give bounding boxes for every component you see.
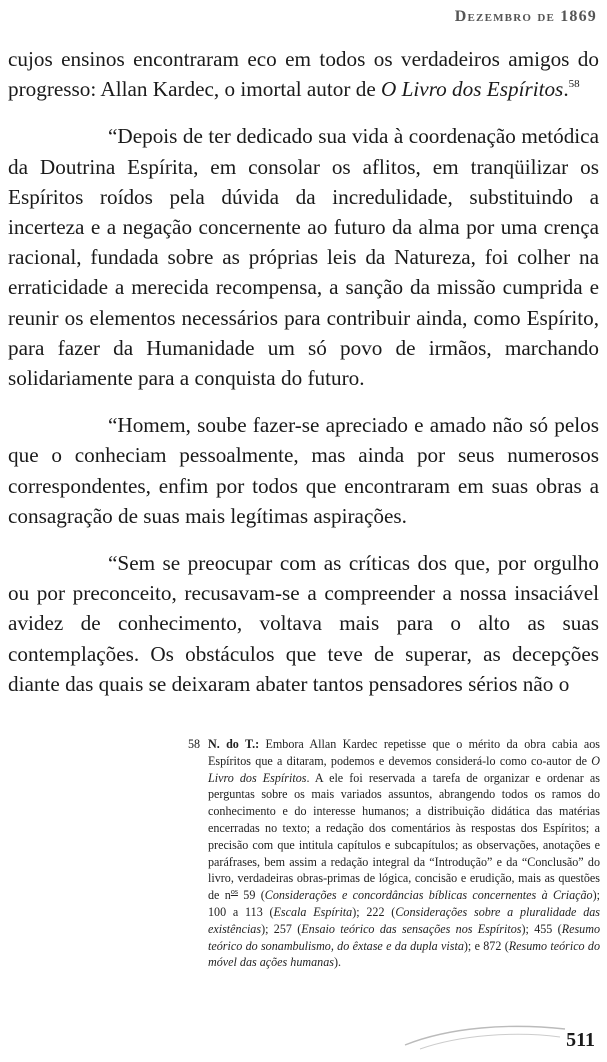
paragraph-2: “Depois de ter dedicado sua vida à coordenação metódica da Doutrina Espírita, em consolar os aflitos, em tranqüilizar os Espíritos roídos pela dúvida da incredulidade, substituindo a incerteza e a negação concernente ao futuro da alma por uma crença racional, fundada sobre as próprias leis da Natureza, foi colher na erraticidade a merecida recompensa, a sanção da missão cumprida e reunir os elementos necessários para contribuir ainda, como Espírito, para fazer da Humanidade um só povo de irmãos, marchando solidariamente para a conquista do futuro. [8, 124, 599, 391]
page-ornament [400, 1015, 570, 1055]
paragraph-1 [8, 44, 599, 104]
footnote-text: ). [333, 955, 342, 970]
paragraph-3: “Homem, soube fazer-se apreciado e amado não só pelos que o conheciam pessoalmente, mas ainda por seus numerosos correspondentes, enfim por todos que encontraram em suas obras a consagração de suas mais legítimas aspirações. [8, 413, 599, 528]
paragraph-1-end: . [563, 77, 569, 102]
footnote-text: ); e 872 ( [463, 938, 509, 953]
page-number: 511 [566, 1029, 595, 1051]
footnote-italic: Resumo teórico do sonambulismo, do êxtase e da dupla vista [208, 921, 600, 953]
footnote-text: Embora Allan Kardec repetisse que o mérito da obra cabia aos Espíritos que a ditaram, podemos e devemos considerá-lo como co-autor de [208, 737, 600, 768]
footnote-text: ); 455 ( [521, 921, 562, 936]
main-text [8, 44, 599, 699]
footnote-number: 58 [188, 737, 201, 751]
footnote [188, 736, 600, 971]
footnote-book-title: O Livro dos Espíritos [208, 753, 600, 785]
paragraph-4: “Sem se preocupar com as críticas dos que, por orgulho ou por preconceito, recusavam-se a compreender a nossa insaciável avidez de conhecimento, voltava mais para o alto as suas contemplações. Os obstáculos que teve de superar, as decepções diante das quais se deixaram abater tantos pensadores sérios não o [8, 551, 599, 696]
footnote-text: ); 257 ( [261, 921, 302, 936]
paragraph-1-text: cujos ensinos encontraram eco em todos os verdadeiros amigos do progresso: Allan Kardec, o imortal autor de [8, 47, 599, 102]
footnote-text: ); 100 a 113 ( [208, 888, 600, 919]
footnote-text: ); 222 ( [352, 904, 396, 919]
running-header: Dezembro de 1869 [454, 8, 597, 25]
book-title: O Livro dos Espíritos [381, 77, 564, 102]
footnote-text: 59 ( [237, 888, 265, 903]
footnote-superscript: os [230, 887, 238, 897]
footnote-italic: Considerações e concordâncias bíblicas concernentes à Criação [264, 888, 593, 903]
footnote-italic: Escala Espírita [273, 904, 353, 919]
footnote-ref[interactable]: 58 [568, 78, 580, 91]
footnote-label: N. do T.: [208, 737, 260, 751]
footnote-italic: Considerações sobre a pluralidade das existências [208, 904, 601, 936]
footnote-italic: Ensaio teórico das sensações nos Espíritos [301, 921, 522, 936]
footnote-italic: Resumo teórico do móvel das ações humanas [208, 938, 601, 970]
footnote-text: . A ele foi reservada a tarefa de organizar e ordenar as perguntas sobre os mais variados assuntos, abrangendo todos os ramos do conhecimento e do interesse humanos; a distribuição didática das matérias encerradas no texto; a redação dos comentários às respostas dos Espíritos; a precisão com que intitula capítulos e subcapítulos; as observações, anotações e paráfrases, bem assim a redação integral da “Introdução” e da “Conclusão” do livro, verdadeiras obras-primas de lógica, concisão e erudição, mais as questões de n [208, 770, 600, 903]
